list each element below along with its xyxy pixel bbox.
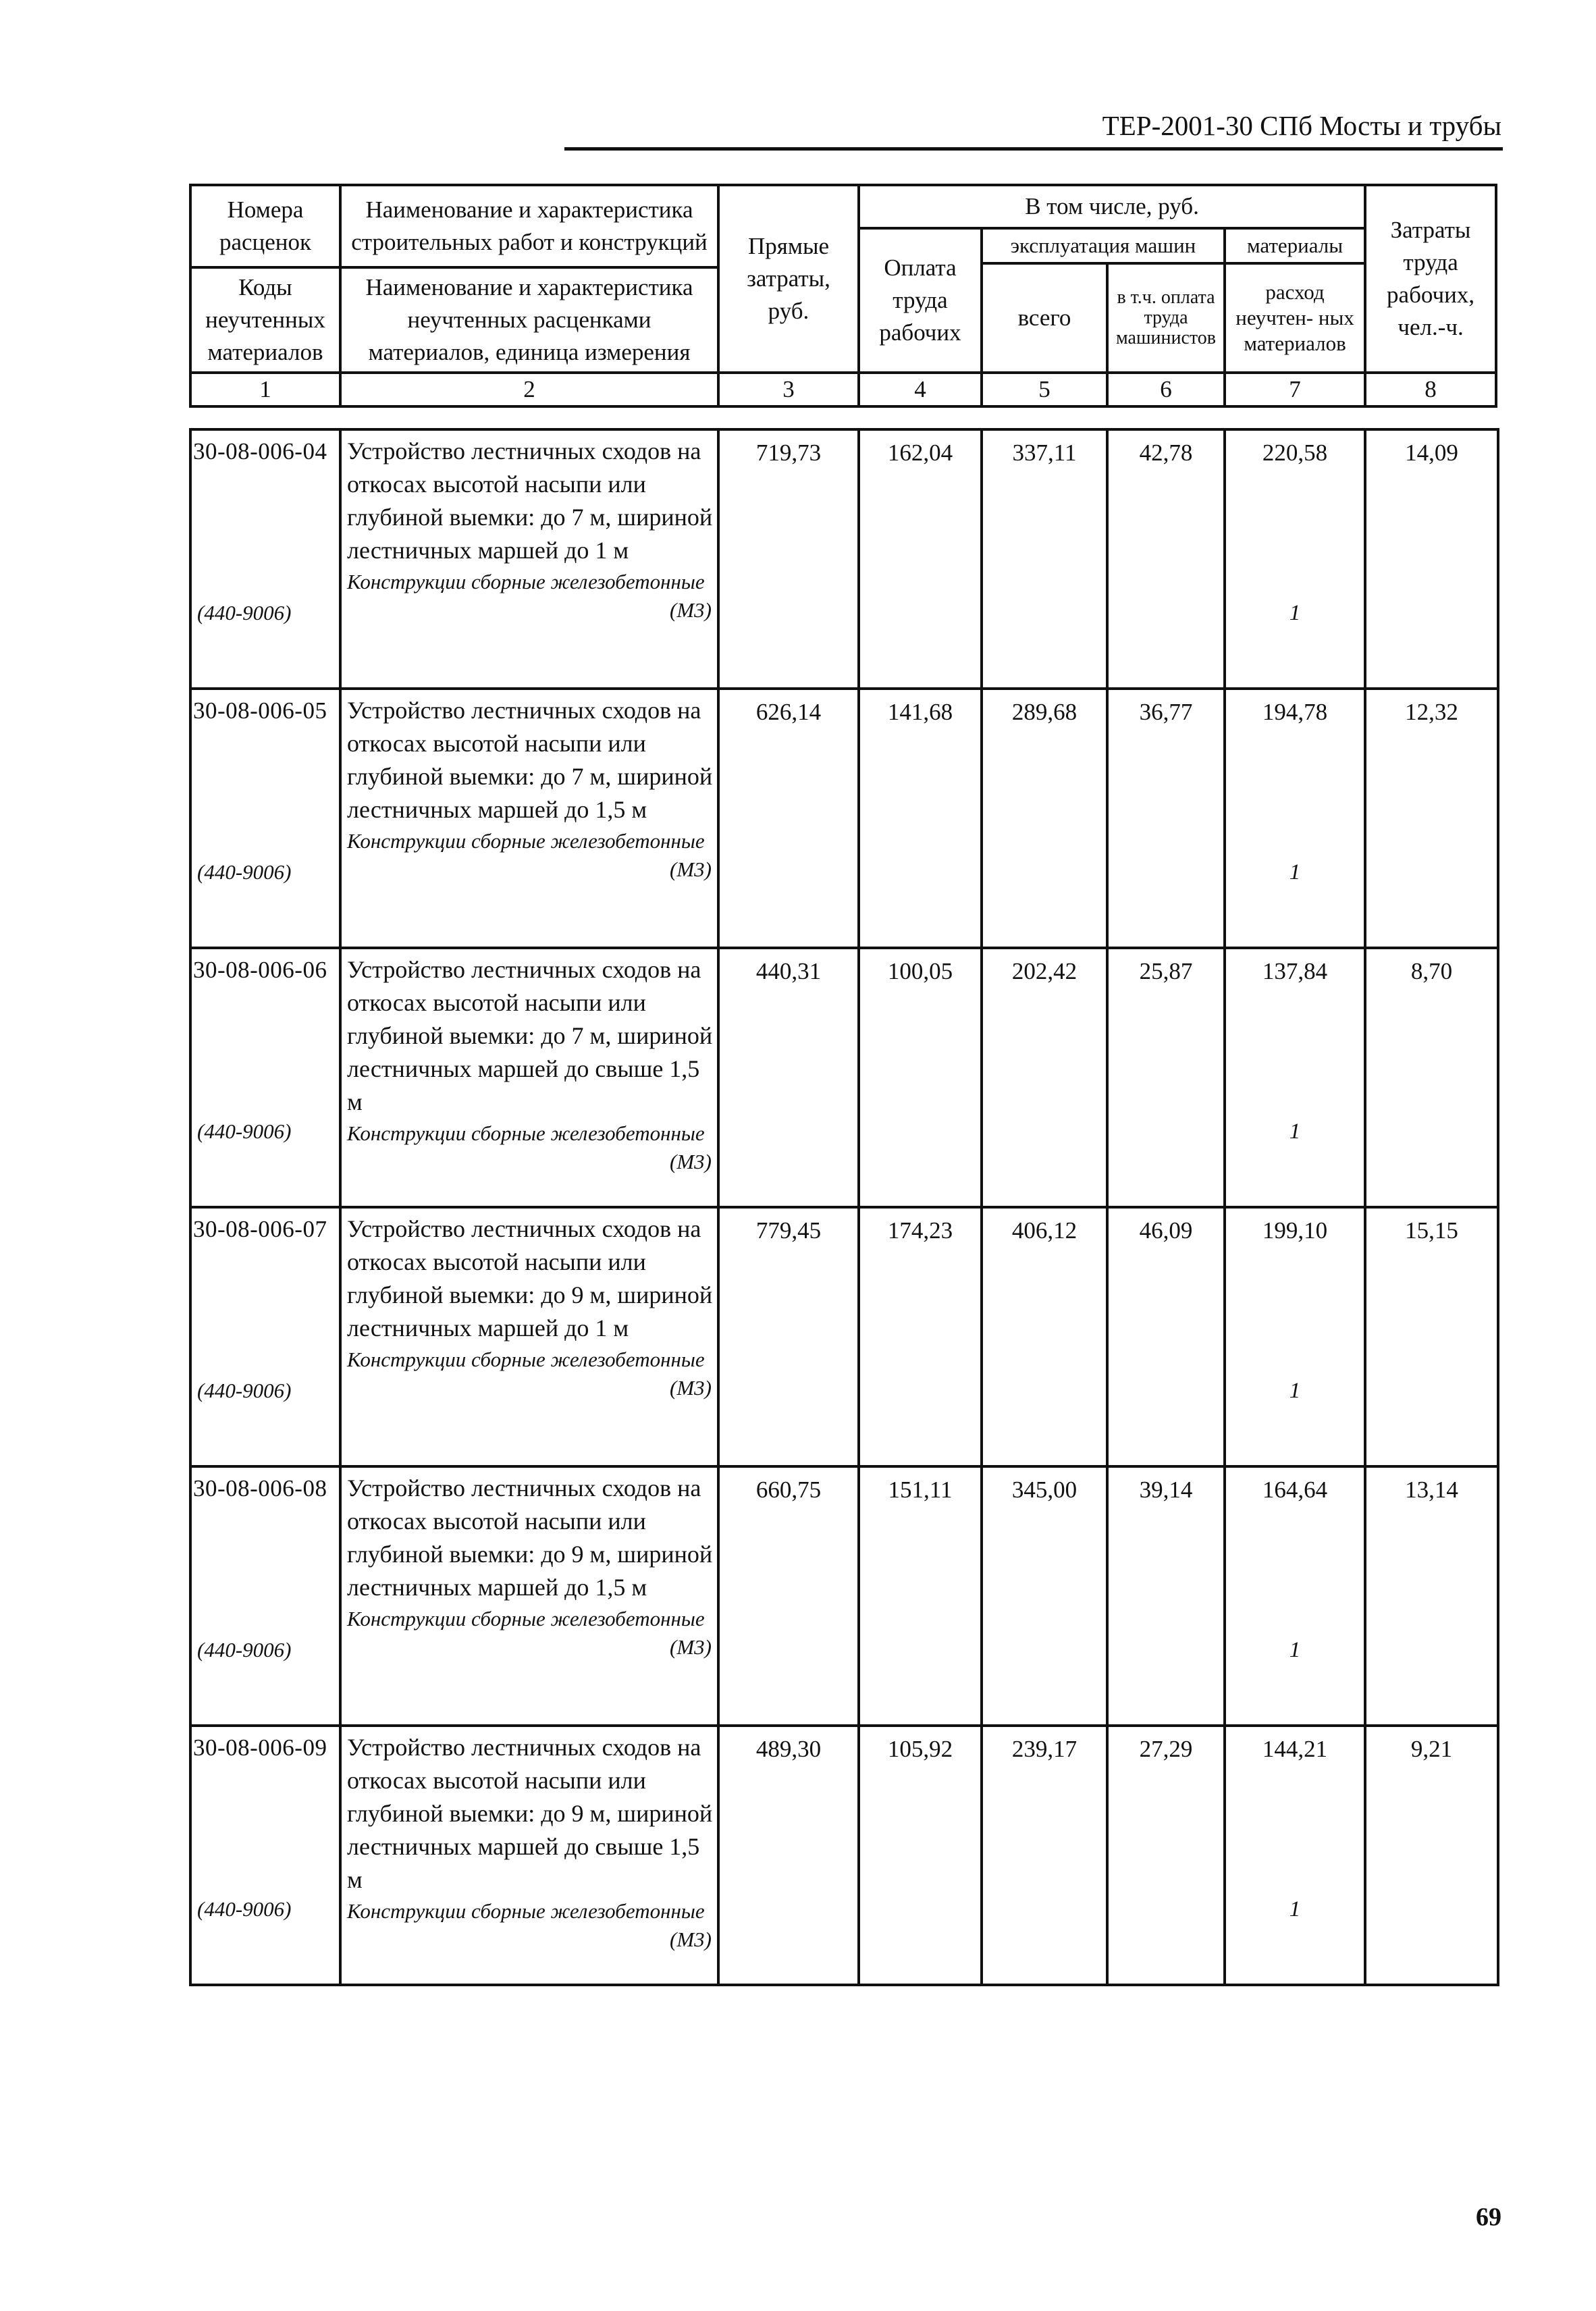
rate-code: 30-08-006-05 bbox=[193, 697, 327, 724]
work-description: Устройство лестничных сходов на откосах высотой насыпи или глубиной выемки: до 9 м, шириной лестничных маршей до 1,5 м bbox=[347, 1475, 713, 1601]
header-direct-costs-label: Прямые затраты, руб. bbox=[747, 233, 830, 324]
direct-costs-value: 660,75 bbox=[718, 1466, 859, 1726]
labor-pay-value: 141,68 bbox=[859, 689, 982, 948]
labor-hours-value: 12,32 bbox=[1365, 689, 1498, 948]
header-rate-number bbox=[190, 185, 340, 267]
materials-cell bbox=[1225, 1207, 1365, 1466]
header-labor-pay-label: Оплата труда рабочих bbox=[879, 255, 961, 346]
page-number: 69 bbox=[1476, 2203, 1501, 2231]
header-material-qty bbox=[1225, 263, 1365, 373]
materials-cell bbox=[1225, 948, 1365, 1207]
work-description: Устройство лестничных сходов на откосах высотой насыпи или глубиной выемки: до 9 м, шириной лестничных маршей до свыше 1,5 м bbox=[347, 1734, 713, 1893]
col-number-7: 7 bbox=[1225, 373, 1365, 406]
materials-cell bbox=[1225, 429, 1365, 689]
materials-value: 164,64 bbox=[1262, 1477, 1328, 1503]
material-qty-value: 1 bbox=[1289, 1897, 1301, 1921]
material-name: Конструкции сборные железобетонные bbox=[347, 1348, 705, 1371]
unit-label: (М3) bbox=[670, 857, 712, 881]
code-cell bbox=[190, 1726, 340, 1985]
col-number-2: 2 bbox=[340, 373, 718, 406]
material-qty-value: 1 bbox=[1289, 1379, 1301, 1403]
col-number-8: 8 bbox=[1365, 373, 1496, 406]
material-code: (440-9006) bbox=[197, 860, 292, 884]
material-name: Конструкции сборные железобетонные bbox=[347, 829, 705, 853]
table-row bbox=[190, 429, 1498, 689]
materials-wrap bbox=[1226, 690, 1364, 947]
header-labor-hours-label: Затраты труда рабочих, чел.-ч. bbox=[1387, 217, 1475, 340]
code-cell bbox=[190, 948, 340, 1207]
machinist-pay-value: 27,29 bbox=[1107, 1726, 1225, 1985]
work-description: Устройство лестничных сходов на откосах высотой насыпи или глубиной выемки: до 7 м, шириной лестничных маршей до 1,5 м bbox=[347, 697, 713, 823]
direct-costs-value: 779,45 bbox=[718, 1207, 859, 1466]
labor-pay-value: 151,11 bbox=[859, 1466, 982, 1726]
description-cell bbox=[340, 1207, 718, 1466]
material-code: (440-9006) bbox=[197, 1119, 292, 1143]
machinist-pay-value: 46,09 bbox=[1107, 1207, 1225, 1466]
unit-label: (М3) bbox=[670, 1150, 712, 1173]
materials-value: 199,10 bbox=[1262, 1217, 1328, 1244]
labor-pay-value: 162,04 bbox=[859, 429, 982, 689]
labor-hours-value: 14,09 bbox=[1365, 429, 1498, 689]
rate-code: 30-08-006-04 bbox=[193, 438, 327, 464]
description-cell bbox=[340, 1466, 718, 1726]
labor-pay-value: 174,23 bbox=[859, 1207, 982, 1466]
table-row bbox=[190, 1207, 1498, 1466]
header-group bbox=[859, 185, 1365, 228]
header-rate-number-label: Номера расценок bbox=[219, 196, 312, 255]
table-row bbox=[190, 1726, 1498, 1985]
material-code: (440-9006) bbox=[197, 1638, 292, 1662]
labor-hours-value: 8,70 bbox=[1365, 948, 1498, 1207]
material-name: Конструкции сборные железобетонные bbox=[347, 1899, 705, 1923]
header-machines-total-label: всего bbox=[1017, 304, 1071, 331]
header-machines-label: эксплуатация машин bbox=[1010, 234, 1196, 257]
work-description: Устройство лестничных сходов на откосах высотой насыпи или глубиной выемки: до 7 м, шириной лестничных маршей до 1 м bbox=[347, 437, 713, 564]
code-cell bbox=[190, 689, 340, 948]
machinist-pay-value: 39,14 bbox=[1107, 1466, 1225, 1726]
header-materials bbox=[1225, 228, 1365, 263]
unit-label: (М3) bbox=[670, 1928, 712, 1951]
material-name: Конструкции сборные железобетонные bbox=[347, 570, 705, 593]
materials-value: 194,78 bbox=[1262, 699, 1328, 725]
header-work-name-label: Наименование и характеристика строительных работ и конструкций bbox=[351, 196, 708, 255]
col-number-4: 4 bbox=[859, 373, 982, 406]
header-direct-costs bbox=[718, 185, 859, 373]
description-cell bbox=[340, 948, 718, 1207]
machines-total-value: 337,11 bbox=[982, 429, 1107, 689]
materials-wrap bbox=[1226, 1727, 1364, 1984]
materials-wrap bbox=[1226, 431, 1364, 687]
direct-costs-value: 719,73 bbox=[718, 429, 859, 689]
header-work-name bbox=[340, 185, 718, 267]
material-name: Конструкции сборные железобетонные bbox=[347, 1607, 705, 1630]
header-labor-pay bbox=[859, 228, 982, 373]
title-rule bbox=[564, 147, 1503, 151]
rate-code: 30-08-006-08 bbox=[193, 1475, 327, 1502]
rate-code: 30-08-006-06 bbox=[193, 957, 327, 983]
machines-total-value: 406,12 bbox=[982, 1207, 1107, 1466]
header-materials-label: материалы bbox=[1246, 234, 1344, 257]
machines-total-value: 345,00 bbox=[982, 1466, 1107, 1726]
materials-cell bbox=[1225, 689, 1365, 948]
rates-table bbox=[189, 428, 1499, 1986]
header-labor-hours bbox=[1365, 185, 1496, 373]
rate-code: 30-08-006-09 bbox=[193, 1734, 327, 1761]
direct-costs-value: 626,14 bbox=[718, 689, 859, 948]
header-material-code-label: Коды неучтенных материалов bbox=[205, 274, 325, 365]
work-description: Устройство лестничных сходов на откосах высотой насыпи или глубиной выемки: до 9 м, шириной лестничных маршей до 1 м bbox=[347, 1215, 713, 1342]
material-qty-value: 1 bbox=[1289, 1119, 1301, 1144]
labor-pay-value: 105,92 bbox=[859, 1726, 982, 1985]
table-row bbox=[190, 689, 1498, 948]
labor-hours-value: 15,15 bbox=[1365, 1207, 1498, 1466]
labor-hours-value: 9,21 bbox=[1365, 1726, 1498, 1985]
header-machinist-pay bbox=[1107, 263, 1225, 373]
header-table bbox=[189, 184, 1497, 408]
table-row bbox=[190, 1466, 1498, 1726]
header-material-qty-label: расход неучтен- ных материалов bbox=[1235, 280, 1354, 355]
materials-cell bbox=[1225, 1466, 1365, 1726]
material-code: (440-9006) bbox=[197, 601, 292, 625]
material-code: (440-9006) bbox=[197, 1379, 292, 1402]
direct-costs-value: 440,31 bbox=[718, 948, 859, 1207]
material-name: Конструкции сборные железобетонные bbox=[347, 1121, 705, 1145]
description-cell bbox=[340, 429, 718, 689]
materials-value: 137,84 bbox=[1262, 958, 1328, 984]
header-material-code bbox=[190, 267, 340, 373]
machines-total-value: 289,68 bbox=[982, 689, 1107, 948]
code-cell bbox=[190, 1466, 340, 1726]
col-number-6: 6 bbox=[1107, 373, 1225, 406]
material-code: (440-9006) bbox=[197, 1897, 292, 1921]
header-machinist-pay-label: в т.ч. оплата труда машинистов bbox=[1116, 287, 1216, 348]
document-title: ТЕР-2001-30 СПб Мосты и трубы bbox=[1102, 110, 1501, 141]
labor-hours-value: 13,14 bbox=[1365, 1466, 1498, 1726]
machinist-pay-value: 36,77 bbox=[1107, 689, 1225, 948]
header-material-name bbox=[340, 267, 718, 373]
col-number-3: 3 bbox=[718, 373, 859, 406]
description-cell bbox=[340, 689, 718, 948]
machinist-pay-value: 25,87 bbox=[1107, 948, 1225, 1207]
direct-costs-value: 489,30 bbox=[718, 1726, 859, 1985]
work-description: Устройство лестничных сходов на откосах высотой насыпи или глубиной выемки: до 7 м, шириной лестничных маршей до свыше 1,5 м bbox=[347, 956, 713, 1115]
material-qty-value: 1 bbox=[1289, 860, 1301, 884]
rate-code: 30-08-006-07 bbox=[193, 1216, 327, 1242]
header-group-label: В том числе, руб. bbox=[1025, 193, 1199, 219]
labor-pay-value: 100,05 bbox=[859, 948, 982, 1207]
materials-wrap bbox=[1226, 949, 1364, 1206]
materials-wrap bbox=[1226, 1468, 1364, 1724]
materials-value: 144,21 bbox=[1262, 1736, 1328, 1762]
machines-total-value: 239,17 bbox=[982, 1726, 1107, 1985]
unit-label: (М3) bbox=[670, 1376, 712, 1400]
materials-wrap bbox=[1226, 1208, 1364, 1465]
header-machines bbox=[982, 228, 1225, 263]
header-machines-total bbox=[982, 263, 1107, 373]
code-cell bbox=[190, 429, 340, 689]
col-number-1: 1 bbox=[190, 373, 340, 406]
unit-label: (М3) bbox=[670, 598, 712, 622]
code-cell bbox=[190, 1207, 340, 1466]
table-row bbox=[190, 948, 1498, 1207]
machines-total-value: 202,42 bbox=[982, 948, 1107, 1207]
machinist-pay-value: 42,78 bbox=[1107, 429, 1225, 689]
col-number-5: 5 bbox=[982, 373, 1107, 406]
header-material-name-label: Наименование и характеристика неучтенных расценками материалов, единица измерения bbox=[365, 274, 693, 365]
unit-label: (М3) bbox=[670, 1635, 712, 1659]
material-qty-value: 1 bbox=[1289, 601, 1301, 625]
materials-cell bbox=[1225, 1726, 1365, 1985]
description-cell bbox=[340, 1726, 718, 1985]
materials-value: 220,58 bbox=[1262, 440, 1328, 466]
material-qty-value: 1 bbox=[1289, 1638, 1301, 1662]
